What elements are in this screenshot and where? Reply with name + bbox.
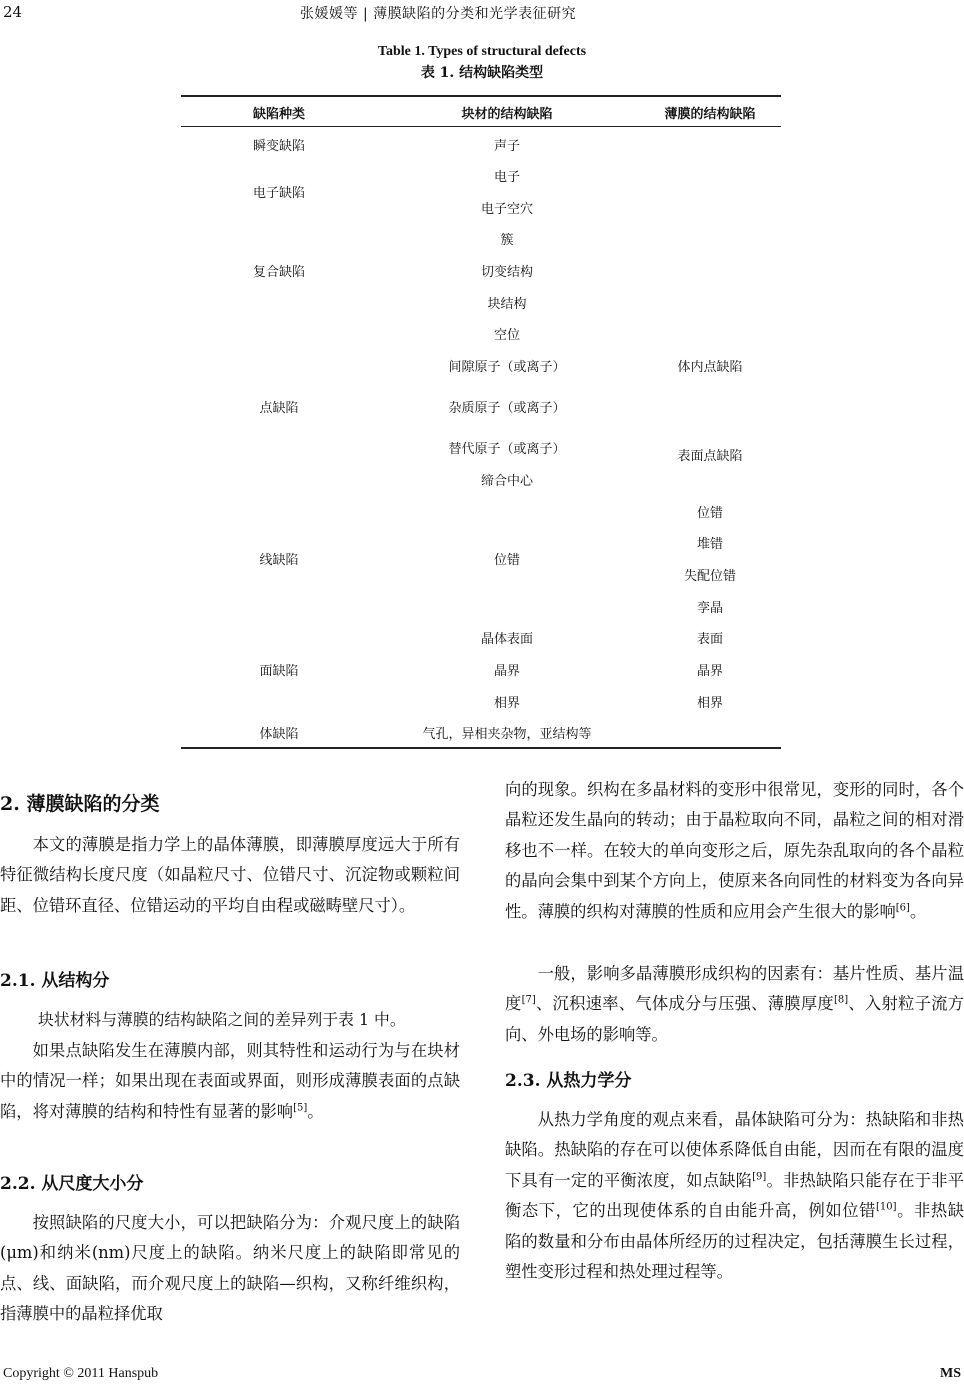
paragraph-text: 、沉积速率、气体成分与压强、薄膜厚度 — [535, 994, 834, 1014]
film-defect-cell: 体内点缺陷 — [677, 360, 743, 375]
paragraph-text: 从热力学角度的观点来看，晶体缺陷可分为：热缺陷和非热缺陷。热缺陷的存在可以使体系降低自由能，因而在有限的温度下具有一定的平衡浓度，如点缺陷 — [505, 1110, 964, 1190]
film-defect-cell: 孪晶 — [696, 601, 723, 616]
bulk-defect-cell: 声子 — [493, 139, 520, 154]
defect-types-table — [181, 95, 781, 749]
table-header-bulk: 块材的结构缺陷 — [461, 107, 553, 122]
bulk-defect-cell: 簇 — [500, 233, 514, 248]
film-defect-cell: 表面点缺陷 — [677, 449, 743, 464]
film-defect-cell: 相界 — [696, 696, 723, 711]
table-top-rule — [181, 95, 781, 97]
right-column-paragraph-2 — [505, 959, 964, 1050]
journal-abbreviation: MS — [940, 1366, 961, 1381]
bulk-defect-cell: 块结构 — [487, 297, 527, 312]
paragraph-text — [505, 959, 964, 1050]
paragraph-text — [505, 1105, 964, 1287]
bulk-defect-cell: 电子 — [493, 170, 520, 185]
film-defect-cell: 晶界 — [696, 664, 723, 679]
citation-7: [7] — [521, 994, 536, 1006]
paragraph-text: 。非热缺陷的数量和分布由晶体所经历的过程决定，包括薄膜生长过程，塑性变形过程和热处理过程等。 — [505, 1201, 964, 1282]
citation-10: [10] — [876, 1201, 897, 1213]
table-header-category: 缺陷种类 — [252, 107, 305, 122]
section-2-3-paragraph — [505, 1105, 964, 1287]
bulk-defect-cell: 晶体表面 — [480, 632, 533, 647]
section-2-heading: 2. 薄膜缺陷的分类 — [0, 793, 160, 815]
page-number: 24 — [3, 3, 23, 21]
bulk-defect-cell: 缔合中心 — [480, 474, 533, 489]
section-2-1-paragraph-2 — [0, 1036, 460, 1127]
paragraph-text: 。 — [307, 1101, 324, 1121]
paragraph-text — [0, 1036, 460, 1127]
category-cell: 复合缺陷 — [252, 265, 305, 280]
table-caption-zh: 表 1. 结构缺陷类型 — [420, 65, 544, 81]
section-2-1-paragraph-1 — [0, 1005, 470, 1035]
category-cell: 体缺陷 — [259, 727, 299, 742]
category-cell: 面缺陷 — [259, 664, 299, 679]
section-2-2-heading: 2.2. 从尺度大小分 — [0, 1174, 144, 1194]
bulk-defect-cell: 相界 — [493, 696, 520, 711]
bulk-defect-cell: 气孔，异相夹杂物，亚结构等 — [422, 727, 592, 742]
paragraph-text: 。非热缺陷只能存在于非平衡态下，它的出现使体系的自由能升高，例如位错 — [505, 1170, 964, 1221]
running-head: 张媛媛等 | 薄膜缺陷的分类和光学表征研究 — [300, 6, 577, 22]
film-defect-cell: 失配位错 — [683, 569, 736, 584]
table-bottom-rule — [181, 747, 781, 749]
table-header-film: 薄膜的结构缺陷 — [664, 107, 756, 122]
table-header-rule — [181, 126, 781, 127]
citation-6: [6] — [895, 902, 910, 914]
section-2-1-heading: 2.1. 从结构分 — [0, 971, 110, 991]
category-cell: 电子缺陷 — [252, 186, 305, 201]
paragraph-text: 块状材料与薄膜的结构缺陷之间的差异列于表 1 中。 — [38, 1010, 406, 1029]
bulk-defect-cell: 间隙原子（或离子） — [448, 360, 566, 375]
bulk-defect-cell: 替代原子（或离子） — [448, 442, 566, 457]
section-2-3-heading: 2.3. 从热力学分 — [505, 1071, 632, 1091]
paragraph-text — [505, 775, 964, 927]
paragraph-text: 一般，影响多晶薄膜形成织构的因素有：基片性质、基片温度 — [505, 964, 964, 1014]
category-cell: 点缺陷 — [259, 401, 299, 416]
right-column-paragraph-1 — [505, 775, 964, 927]
bulk-defect-cell: 位错 — [493, 553, 520, 568]
film-defect-cell: 位错 — [696, 506, 723, 521]
copyright-notice: Copyright © 2011 Hanspub — [3, 1366, 159, 1381]
bulk-defect-cell: 电子空穴 — [480, 202, 533, 217]
section-2-2-paragraph — [0, 1208, 460, 1330]
citation-9: [9] — [752, 1171, 767, 1183]
paragraph-text: 。 — [909, 901, 927, 921]
paragraph-text: 、入射粒子流方向、外电场的影响等。 — [505, 994, 964, 1044]
citation-5: [5] — [293, 1102, 308, 1114]
bulk-defect-cell: 杂质原子（或离子） — [448, 401, 566, 416]
paragraph-text: 按照缺陷的尺度大小，可以把缺陷分为：介观尺度上的缺陷(μm)和纳米(nm)尺度上的缺陷。纳米尺度上的缺陷即常见的点、线、面缺陷，而介观尺度上的缺陷—织构，又称纤维织构，指薄膜中的晶粒择优取 — [0, 1213, 460, 1324]
paragraph-text: 如果点缺陷发生在薄膜内部，则其特性和运动行为与在块材中的情况一样；如果出现在表面或界面，则形成薄膜表面的点缺陷，将对薄膜的结构和特性有显著的影响 — [0, 1041, 460, 1121]
category-cell: 瞬变缺陷 — [252, 139, 305, 154]
section-2-paragraph — [0, 830, 460, 921]
film-defect-cell: 表面 — [696, 632, 723, 647]
citation-8: [8] — [833, 994, 849, 1006]
film-defect-cell: 堆错 — [696, 537, 723, 552]
bulk-defect-cell: 空位 — [493, 328, 520, 343]
bulk-defect-cell: 切变结构 — [480, 265, 533, 280]
paragraph-text: 向的现象。织构在多晶材料的变形中很常见，变形的同时，各个晶粒还发生晶向的转动；由于晶粒取向不同，晶粒之间的相对滑移也不一样。在较大的单向变形之后，原先杂乱取向的各个晶粒的晶向会集中到某个方向上，使原来各向同性的材料变为各向异性。薄膜的织构对薄膜的性质和应用会产生很大的影响 — [505, 780, 964, 921]
category-cell: 线缺陷 — [259, 553, 299, 568]
bulk-defect-cell: 晶界 — [493, 664, 520, 679]
paragraph-text: 本文的薄膜是指力学上的晶体薄膜，即薄膜厚度远大于所有特征微结构长度尺度（如晶粒尺寸、位错尺寸、沉淀物或颗粒间距、位错环直径、位错运动的平均自由程或磁畴壁尺寸）。 — [0, 835, 460, 915]
table-caption-en: Table 1. Types of structural defects — [377, 44, 587, 59]
